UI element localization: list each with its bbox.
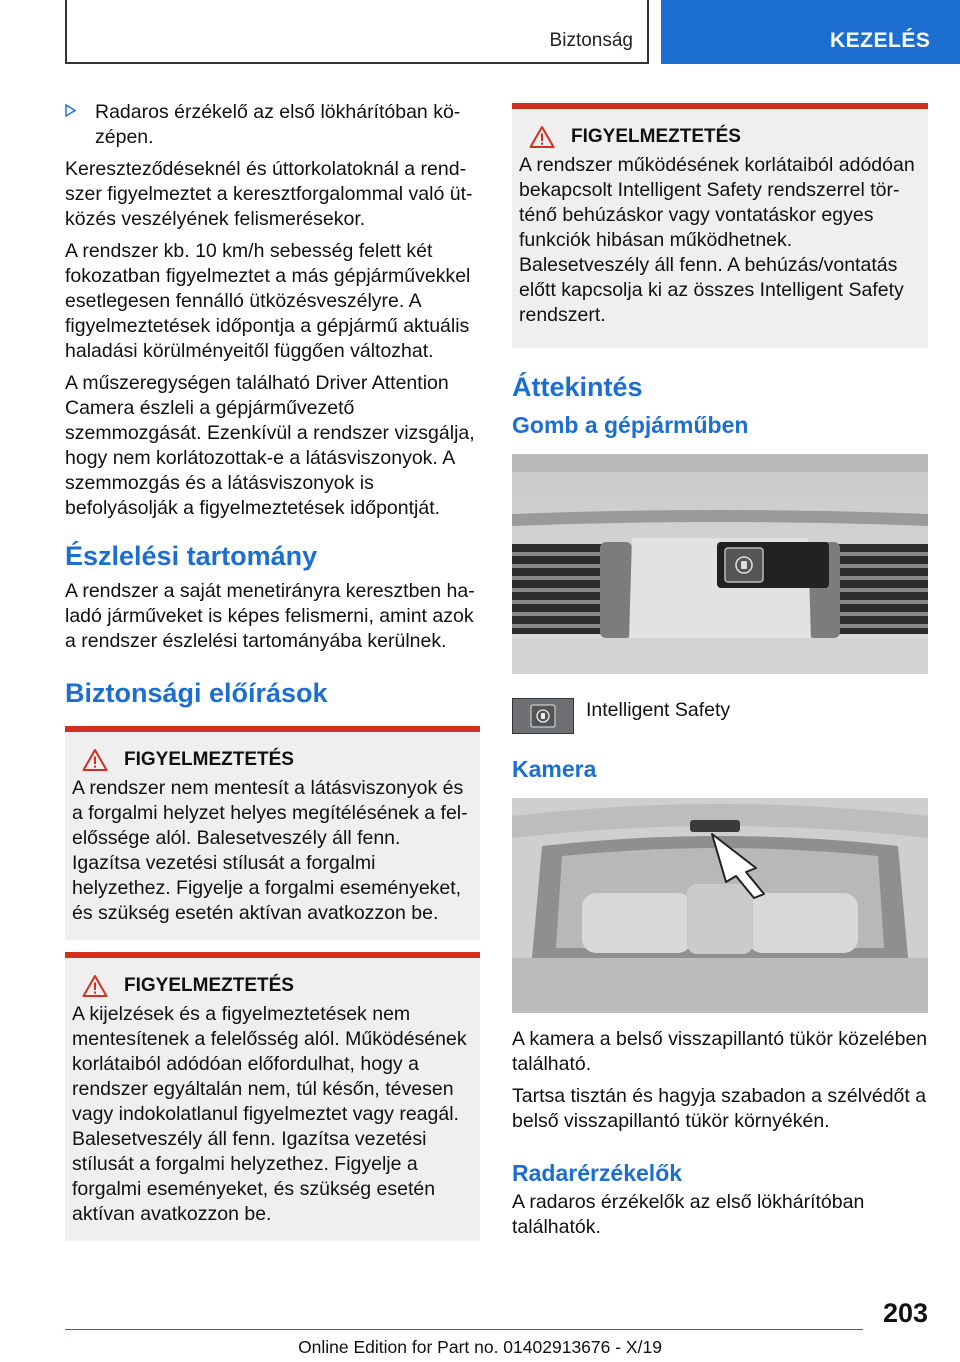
heading-safety-rules: Biztonsági előírások — [65, 678, 328, 708]
paragraph: A rendszer kb. 10 km/h sebesség felett két fokozatban figyelmeztet a más gépjárművekkel esetlegesen fennálló ütközésveszélyre. A figyelmeztetések időpontja a gépjármű aktuális haladási körülményeitől függően változhat. — [65, 240, 471, 362]
warning-box — [512, 103, 928, 348]
warning-title-text: FIGYELMEZTETÉS — [571, 126, 741, 147]
header-chapter-box — [661, 0, 960, 64]
heading-button-in-vehicle: Gomb a gépjárműben — [512, 412, 749, 438]
warning-text: A kijelzések és a figyelmeztetések nem mentesítenek a felelősség alól. Működésének korlátaiból adódóan előfordulhat, hogy a rendszer egyáltalán nem, túl későn, tévesen vagy indokolatlanul figyelmeztet vagy reagál. Balesetveszély áll fenn. Igazítsa vezetési stílusát a forgalmi helyzethez. Figyelje a forgalmi eseményeket, és szükség esetén aktívan avatkozzon be. — [72, 1003, 467, 1225]
paragraph: Tartsa tisztán és hagyja szabadon a szélvédőt a belső visszapillantó tükör környékén. — [512, 1085, 927, 1132]
heading-camera: Kamera — [512, 756, 597, 782]
button-caption-row — [512, 698, 928, 734]
heading-radar-sensors: Radarérzékelők — [512, 1160, 683, 1186]
warning-triangle-icon — [529, 125, 555, 149]
intelligent-safety-icon — [512, 698, 574, 734]
page-number: 203 — [882, 1298, 928, 1328]
heading-overview: Áttekintés — [512, 372, 643, 402]
warning-title — [72, 748, 473, 772]
camera-location-photo — [512, 798, 928, 1013]
warning-box — [65, 952, 480, 1241]
warning-title — [519, 125, 921, 149]
warning-title-text: FIGYELMEZTETÉS — [124, 749, 294, 770]
warning-title-text: FIGYELMEZTETÉS — [124, 975, 294, 996]
paragraph: A radaros érzékelők az első lökhárítóban találhatók. — [512, 1191, 865, 1238]
triangle-right-icon — [65, 100, 95, 150]
warning-title — [72, 974, 473, 998]
bullet-item — [65, 100, 480, 150]
heading-detection-range: Észlelési tartomány — [65, 541, 318, 571]
header-section-box — [65, 0, 649, 64]
paragraph: A rendszer a saját menetirányra keresztben haladó járműveket is képes felismerni, amint azok a rendszer észlelési tartományába kerülnek. — [65, 580, 475, 652]
bullet-text: Radaros érzékelő az első lökhárítóban középen. — [95, 101, 461, 148]
paragraph: A kamera a belső visszapillantó tükör közelében található. — [512, 1028, 928, 1075]
header-chapter-title: KEZELÉS — [830, 29, 931, 52]
console-button-photo — [512, 454, 928, 674]
warning-text: A rendszer nem mentesít a látásviszonyok és a forgalmi helyzet helyes megítélésének a felelőssége alól. Balesetveszély áll fenn. Igazítsa vezetési stílusát a forgalmi helyzethez. Figyelje a forgalmi eseményeket, és szükség esetén aktívan avatkozzon be. — [72, 777, 468, 924]
edition-footer: Online Edition for Part no. 01402913676 - X/19 — [298, 1337, 662, 1357]
footer-divider — [65, 1329, 863, 1330]
header-section-title: Biztonság — [549, 30, 633, 51]
warning-text: A rendszer működésének korlátaiból adódóan bekapcsolt Intelligent Safety rendszerrel történő behúzáskor vagy vontatáskor egyes funkciók hibásan működhetnek. Balesetveszély áll fenn. A behúzás/vontatás előtt kapcsolja ki az összes Intelligent Safety rendszert. — [519, 154, 915, 326]
warning-triangle-icon — [82, 748, 108, 772]
left-column — [65, 100, 480, 1241]
warning-box — [65, 726, 480, 940]
right-column — [512, 103, 928, 1247]
warning-triangle-icon — [82, 974, 108, 998]
button-caption-text: Intelligent Safety — [586, 699, 731, 721]
paragraph: Kereszteződéseknél és úttorkolatoknál a rendszer figyelmeztet a keresztforgalommal való ütközés veszélyének felismerésekor. — [65, 158, 473, 230]
paragraph: A műszeregységen található Driver Attention Camera észleli a gépjárművezető szemmozgását. Ezenkívül a rendszer vizsgálja, hogy nem korlátozottak-e a látásviszonyok. A szemmozgás és a látásviszonyok is befolyásolják a figyelmeztetések időpontját. — [65, 372, 475, 519]
